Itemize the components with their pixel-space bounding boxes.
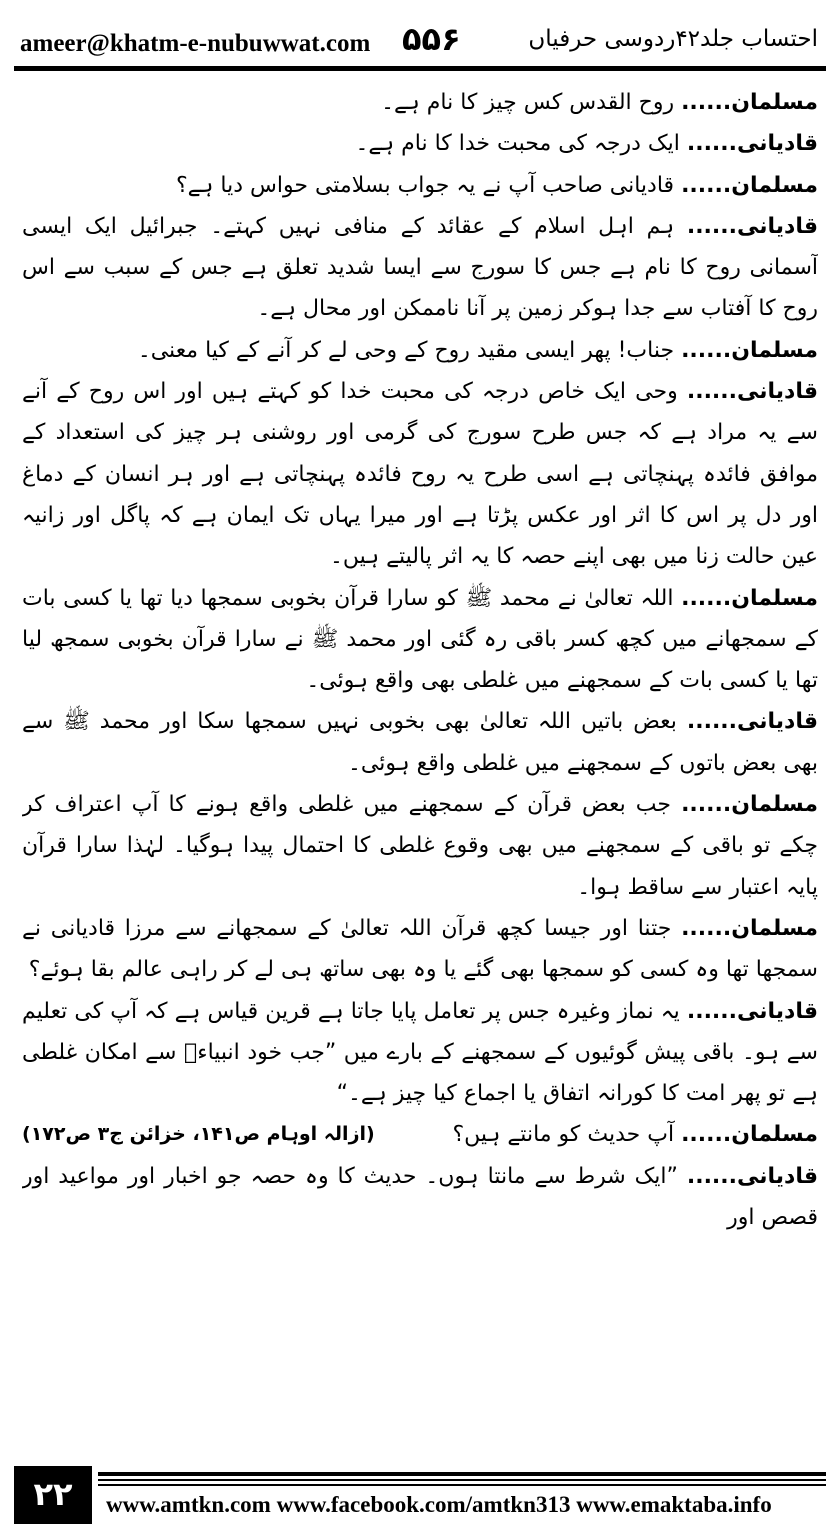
speaker-label: مسلمان...... <box>681 1122 818 1148</box>
speaker-label: قادیانی...... <box>686 709 818 735</box>
dialogue-line <box>22 371 818 577</box>
dialogue-line <box>22 123 818 164</box>
running-title: احتساب جلد۴۲ردوسی حرفیاں <box>528 26 818 52</box>
dialogue-text: بعض باتیں اللہ تعالیٰ بھی بخوبی نہیں سمجھا سکا اور محمد ﷺ سے بھی بعض باتوں کے سمجھنے میں غلطی واقع ہوئی۔ <box>22 709 818 776</box>
page-header <box>14 12 826 64</box>
speaker-label: مسلمان...... <box>681 585 818 611</box>
speaker-label: قادیانی...... <box>686 379 818 405</box>
dialogue-body <box>22 82 818 1444</box>
dialogue-text: جتنا اور جیسا کچھ قرآن اللہ تعالیٰ کے سمجھانے سے مرزا قادیانی نے سمجھا تھا وہ کسی کو سمجھا بھی گئے یا وہ بھی ساتھ ہی لے کر راہی عالم بقا ہوئے؟ <box>22 915 818 983</box>
citation: (ازالہ اوہام ص۱۴۱، خزائن ج۳ ص۱۷۲) <box>22 1123 375 1146</box>
dialogue-text: یہ نماز وغیرہ جس پر تعامل پایا جاتا ہے قرین قیاس ہے کہ آپ کی تعلیم سے ہو۔ باقی پیش گوئیوں کے سمجھنے کے بارے میں ”جب خود انبیاءؑ سے امکان غلطی ہے تو پھر امت کا کورانہ اتفاق یا اجماع کیا چیز ہے۔“ <box>22 998 818 1107</box>
footer-links: www.amtkn.com www.facebook.com/amtkn313 www.emaktaba.info <box>106 1492 772 1517</box>
dialogue-text: جناب! پھر ایسی مقید روح کے وحی لے کر آنے کے کیا معنی۔ <box>137 337 675 363</box>
dialogue-line <box>22 578 818 702</box>
speaker-label: قادیانی...... <box>686 213 818 239</box>
dialogue-line <box>22 784 818 908</box>
dialogue-line <box>22 165 818 206</box>
footer-rule <box>98 1472 826 1489</box>
dialogue-text: ہم اہل اسلام کے عقائد کے منافی نہیں کہتے۔ جبرائیل ایک ایسی آسمانی روح کا نام ہے جس کا سورج سے ایسا شدید تعلق ہے جس کے سبب سے اس روح کا آفتاب سے جدا ہوکر زمین پر آنا ناممکن اور محال ہے۔ <box>22 213 818 322</box>
dialogue-text: آپ حدیث کو مانتے ہیں؟ <box>452 1122 675 1148</box>
speaker-label: مسلمان...... <box>681 172 818 198</box>
speaker-label: مسلمان...... <box>681 90 818 115</box>
dialogue-line <box>22 82 818 123</box>
dialogue-text: روح القدس کس چیز کا نام ہے۔ <box>381 90 675 115</box>
dialogue-text: ایک درجہ کی محبت خدا کا نام ہے۔ <box>355 131 680 157</box>
speaker-label: قادیانی...... <box>686 998 818 1024</box>
dialogue-text: اللہ تعالیٰ نے محمد ﷺ کو سارا قرآن بخوبی سمجھا دیا تھا یا کسی بات کے سمجھانے میں کچھ کسر باقی رہ گئی اور محمد ﷺ نے سارا قرآن بخوبی سمجھ لیا تھا یا کسی بات کے سمجھنے میں غلطی بھی واقع ہوئی۔ <box>22 585 818 694</box>
dialogue-line <box>22 1156 818 1239</box>
dialogue-text: قادیانی صاحب آپ نے یہ جواب بسلامتی حواس دیا ہے؟ <box>175 172 675 198</box>
speaker-label: مسلمان...... <box>681 915 818 941</box>
speaker-label: مسلمان...... <box>681 337 818 363</box>
dialogue-text: وحی ایک خاص درجہ کی محبت خدا کو کہتے ہیں اور اس روح کے آنے سے یہ مراد ہے کہ جس طرح سورج کی گرمی اور روشنی ہر چیز کی استعداد کے موافق فائدہ پہنچاتی ہے اسی طرح یہ روح فائدہ پہنچاتی ہے اور ہر انسان کے دماغ اور دل پر اس کا اثر اور عکس پڑتا ہے اور میرا یہاں تک ایمان ہے کہ پاگل اور زانیہ عین حالت زنا میں بھی اپنے حصہ کا یہ اثر پالیتے ہیں۔ <box>22 379 818 570</box>
speaker-label: قادیانی...... <box>686 1163 818 1189</box>
dialogue-line <box>22 908 818 991</box>
dialogue-line <box>22 330 818 371</box>
speaker-label: قادیانی...... <box>686 131 818 157</box>
header-page-number: ۵۵۶ <box>402 20 461 58</box>
header-rule <box>14 66 826 71</box>
dialogue-text: ”ایک شرط سے مانتا ہوں۔ حدیث کا وہ حصہ جو اخبار اور مواعید اور قصص اور <box>22 1163 818 1231</box>
speaker-label: مسلمان...... <box>681 792 818 818</box>
header-email: ameer@khatm-e-nubuwwat.com <box>20 30 371 57</box>
footer-page-number: ۲۲ <box>14 1466 92 1524</box>
dialogue-line <box>22 206 818 330</box>
dialogue-text: جب بعض قرآن کے سمجھنے میں غلطی واقع ہونے کا آپ اعتراف کر چکے تو باقی کے سمجھنے میں بھی وقوع غلطی کا احتمال پیدا ہوگیا۔ لہٰذا سارا قرآن پایہ اعتبار سے ساقط ہوا۔ <box>22 792 818 900</box>
dialogue-line <box>22 701 818 784</box>
page-footer <box>14 1466 826 1526</box>
